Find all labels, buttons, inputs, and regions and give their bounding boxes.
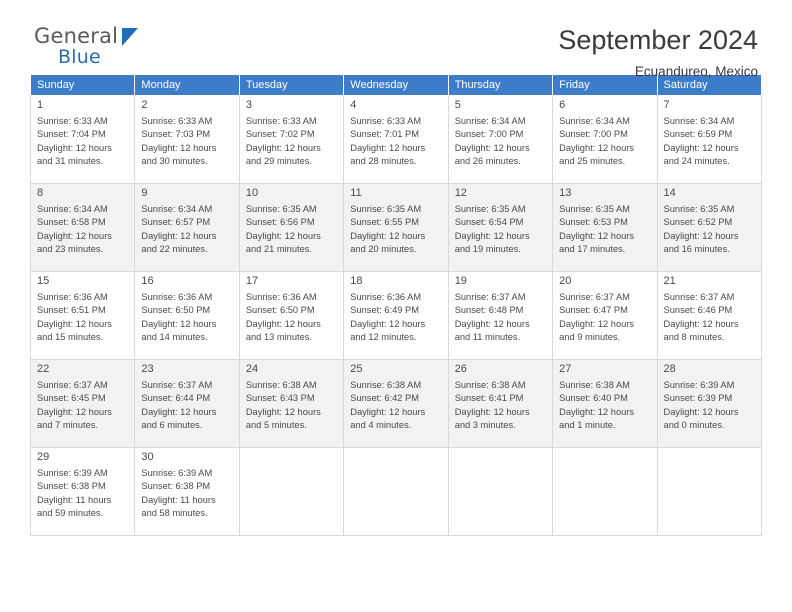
sunrise-text: Sunrise: 6:36 AM [141, 292, 213, 303]
day-info [246, 379, 338, 432]
sunrise-text: Sunrise: 6:33 AM [37, 116, 108, 127]
sunrise-text: Sunrise: 6:38 AM [559, 380, 630, 391]
day-info [141, 115, 233, 168]
day-cell[interactable] [135, 184, 239, 272]
day-info [455, 291, 547, 344]
day-number: 19 [454, 275, 467, 287]
daylight-text-line1: Daylight: 12 hours [141, 230, 217, 241]
day-cell[interactable] [448, 272, 552, 360]
day-info [664, 291, 756, 344]
daylight-text-line1: Daylight: 12 hours [559, 318, 635, 329]
sunrise-text: Sunrise: 6:33 AM [245, 116, 317, 127]
daylight-text-line1: Daylight: 12 hours [454, 406, 530, 417]
logo-general-text: General [34, 24, 119, 48]
day-number: 10 [245, 187, 259, 199]
daylight-text-line1: Daylight: 12 hours [37, 142, 112, 153]
sunset-text: Sunset: 6:38 PM [37, 481, 106, 492]
day-info [664, 379, 756, 432]
sunset-text: Sunset: 6:47 PM [559, 305, 628, 316]
day-cell[interactable] [448, 360, 552, 448]
day-cell[interactable] [553, 184, 657, 272]
day-number: 30 [141, 451, 154, 463]
sunrise-text: Sunrise: 6:39 AM [141, 468, 213, 479]
day-number: 15 [37, 275, 50, 287]
day-info [37, 115, 129, 168]
day-cell[interactable] [657, 360, 761, 448]
day-info [350, 291, 442, 344]
sunrise-text: Sunrise: 6:34 AM [559, 116, 630, 127]
day-number: 13 [559, 187, 572, 199]
daylight-text-line1: Daylight: 12 hours [245, 142, 321, 153]
sunrise-text: Sunrise: 6:35 AM [663, 204, 735, 215]
day-number: 29 [37, 451, 50, 463]
sunset-text: Sunset: 6:41 PM [454, 393, 524, 404]
day-cell[interactable] [31, 184, 135, 272]
day-number: 12 [454, 187, 467, 199]
day-cell[interactable] [135, 360, 239, 448]
sunrise-text: Sunrise: 6:37 AM [37, 380, 108, 391]
sunset-text: Sunset: 6:52 PM [663, 217, 733, 228]
calendar-week-row [31, 272, 762, 360]
daylight-text-line1: Daylight: 12 hours [454, 230, 530, 241]
day-info [559, 291, 651, 344]
sunset-text: Sunset: 6:50 PM [141, 305, 211, 316]
logo-blue-text: Blue [58, 46, 101, 68]
sunrise-text: Sunrise: 6:33 AM [141, 116, 213, 127]
daylight-text-line2: and 29 minutes. [245, 155, 312, 166]
day-cell[interactable] [553, 272, 657, 360]
day-number: 6 [559, 99, 566, 111]
sunset-text: Sunset: 7:02 PM [245, 129, 315, 140]
day-cell[interactable] [239, 360, 343, 448]
day-number: 26 [454, 363, 467, 375]
sunset-text: Sunset: 6:57 PM [141, 217, 211, 228]
sunrise-text: Sunrise: 6:39 AM [663, 380, 735, 391]
daylight-text-line2: and 11 minutes. [454, 331, 521, 342]
daylight-text-line1: Daylight: 11 hours [141, 494, 216, 505]
daylight-text-line1: Daylight: 12 hours [663, 142, 739, 153]
weekday-header-thursday: Thursday [448, 75, 552, 96]
day-number: 1 [37, 99, 44, 111]
day-cell-empty [239, 448, 343, 536]
sunset-text: Sunset: 7:00 PM [454, 129, 524, 140]
weekday-header-friday: Friday [553, 75, 657, 96]
sunrise-text: Sunrise: 6:34 AM [454, 116, 526, 127]
day-cell[interactable] [553, 360, 657, 448]
day-cell[interactable] [239, 272, 343, 360]
daylight-text-line2: and 59 minutes. [37, 507, 104, 518]
sunrise-text: Sunrise: 6:34 AM [663, 116, 735, 127]
day-cell[interactable] [31, 96, 135, 184]
daylight-text-line2: and 16 minutes. [663, 243, 730, 254]
daylight-text-line2: and 9 minutes. [559, 331, 621, 342]
day-cell[interactable] [344, 184, 448, 272]
sunrise-text: Sunrise: 6:34 AM [37, 204, 108, 215]
daylight-text-line1: Daylight: 12 hours [559, 406, 635, 417]
day-cell[interactable] [135, 272, 239, 360]
day-info [455, 203, 547, 256]
daylight-text-line2: and 13 minutes. [245, 331, 312, 342]
daylight-text-line1: Daylight: 12 hours [559, 230, 635, 241]
sunset-text: Sunset: 7:01 PM [350, 129, 419, 140]
calendar-week-row [31, 96, 762, 184]
day-cell[interactable] [344, 272, 448, 360]
sunset-text: Sunset: 6:38 PM [141, 481, 211, 492]
day-info [141, 203, 233, 256]
day-info [246, 203, 338, 256]
day-cell[interactable] [344, 96, 448, 184]
sunrise-text: Sunrise: 6:37 AM [454, 292, 526, 303]
page-header [30, 0, 762, 79]
daylight-text-line2: and 19 minutes. [454, 243, 521, 254]
daylight-text-line2: and 0 minutes. [663, 419, 725, 430]
sunset-text: Sunset: 7:04 PM [37, 129, 106, 140]
day-cell-empty [553, 448, 657, 536]
day-info [559, 203, 651, 256]
day-number: 24 [245, 363, 259, 375]
calendar-week-row [31, 360, 762, 448]
daylight-text-line1: Daylight: 12 hours [559, 142, 635, 153]
daylight-text-line2: and 30 minutes. [141, 155, 208, 166]
day-cell[interactable] [657, 96, 761, 184]
sunset-text: Sunset: 6:45 PM [37, 393, 106, 404]
day-cell[interactable] [448, 184, 552, 272]
sunset-text: Sunset: 6:54 PM [454, 217, 524, 228]
day-number: 16 [141, 275, 154, 287]
sunset-text: Sunset: 6:42 PM [350, 393, 419, 404]
day-number: 25 [350, 363, 363, 375]
sunrise-text: Sunrise: 6:37 AM [663, 292, 735, 303]
sunset-text: Sunset: 6:51 PM [37, 305, 106, 316]
daylight-text-line2: and 15 minutes. [37, 331, 104, 342]
day-info [246, 115, 338, 168]
daylight-text-line1: Daylight: 12 hours [37, 406, 112, 417]
day-info [664, 115, 756, 168]
title-block [558, 26, 762, 80]
daylight-text-line2: and 58 minutes. [141, 507, 208, 518]
sunset-text: Sunset: 6:46 PM [663, 305, 733, 316]
day-info [350, 203, 442, 256]
sunrise-text: Sunrise: 6:37 AM [559, 292, 630, 303]
sunrise-text: Sunrise: 6:34 AM [141, 204, 213, 215]
daylight-text-line1: Daylight: 12 hours [37, 230, 112, 241]
sunrise-text: Sunrise: 6:36 AM [245, 292, 317, 303]
calendar-week-row [31, 448, 762, 536]
day-info [664, 203, 756, 256]
day-number: 2 [141, 99, 148, 111]
daylight-text-line2: and 21 minutes. [245, 243, 312, 254]
sunset-text: Sunset: 6:48 PM [454, 305, 524, 316]
day-info [37, 379, 129, 432]
day-number: 3 [245, 99, 252, 111]
day-info [37, 467, 129, 520]
day-cell[interactable] [135, 448, 239, 536]
daylight-text-line1: Daylight: 12 hours [245, 406, 321, 417]
day-cell-empty [657, 448, 761, 536]
day-cell[interactable] [31, 360, 135, 448]
daylight-text-line1: Daylight: 12 hours [663, 230, 739, 241]
day-number: 21 [663, 275, 676, 287]
sunset-text: Sunset: 6:59 PM [663, 129, 733, 140]
daylight-text-line2: and 17 minutes. [559, 243, 626, 254]
daylight-text-line1: Daylight: 12 hours [663, 318, 739, 329]
daylight-text-line1: Daylight: 12 hours [245, 318, 321, 329]
day-number: 5 [454, 99, 461, 111]
day-cell[interactable] [239, 96, 343, 184]
daylight-text-line1: Daylight: 11 hours [37, 494, 112, 505]
sunset-text: Sunset: 6:53 PM [559, 217, 628, 228]
page-title: September 2024 [558, 25, 758, 55]
daylight-text-line2: and 24 minutes. [663, 155, 730, 166]
sunrise-text: Sunrise: 6:36 AM [350, 292, 422, 303]
sunset-text: Sunset: 6:39 PM [663, 393, 733, 404]
daylight-text-line2: and 14 minutes. [141, 331, 208, 342]
daylight-text-line1: Daylight: 12 hours [350, 318, 426, 329]
daylight-text-line1: Daylight: 12 hours [245, 230, 321, 241]
daylight-text-line2: and 20 minutes. [350, 243, 417, 254]
calendar-table [30, 74, 762, 536]
sunset-text: Sunset: 6:50 PM [245, 305, 315, 316]
day-cell-empty [448, 448, 552, 536]
day-info [246, 291, 338, 344]
sunset-text: Sunset: 6:43 PM [245, 393, 315, 404]
weekday-header-saturday: Saturday [657, 75, 761, 96]
day-info [559, 115, 651, 168]
daylight-text-line2: and 28 minutes. [350, 155, 417, 166]
day-info [350, 379, 442, 432]
day-cell[interactable] [31, 448, 135, 536]
daylight-text-line2: and 22 minutes. [141, 243, 208, 254]
day-info [141, 379, 233, 432]
daylight-text-line1: Daylight: 12 hours [141, 142, 217, 153]
sunset-text: Sunset: 7:03 PM [141, 129, 211, 140]
daylight-text-line2: and 4 minutes. [350, 419, 412, 430]
daylight-text-line1: Daylight: 12 hours [454, 142, 530, 153]
page-subtitle: Ecuandureo, Mexico [634, 63, 758, 79]
day-number: 11 [350, 187, 362, 199]
daylight-text-line2: and 6 minutes. [141, 419, 203, 430]
day-number: 9 [141, 187, 148, 199]
day-cell[interactable] [135, 96, 239, 184]
day-number: 8 [37, 187, 44, 199]
sunrise-text: Sunrise: 6:33 AM [350, 116, 422, 127]
sunset-text: Sunset: 6:55 PM [350, 217, 419, 228]
day-info [350, 115, 442, 168]
weekday-header-tuesday: Tuesday [239, 75, 343, 96]
day-cell[interactable] [239, 184, 343, 272]
sunset-text: Sunset: 6:40 PM [559, 393, 628, 404]
day-cell[interactable] [657, 184, 761, 272]
day-cell[interactable] [448, 96, 552, 184]
daylight-text-line1: Daylight: 12 hours [37, 318, 112, 329]
daylight-text-line1: Daylight: 12 hours [141, 406, 217, 417]
day-number: 14 [663, 187, 676, 199]
daylight-text-line2: and 7 minutes. [37, 419, 98, 430]
sunset-text: Sunset: 6:44 PM [141, 393, 211, 404]
sunset-text: Sunset: 6:49 PM [350, 305, 419, 316]
daylight-text-line1: Daylight: 12 hours [141, 318, 217, 329]
day-info [141, 291, 233, 344]
sunset-text: Sunset: 6:58 PM [37, 217, 106, 228]
sunrise-text: Sunrise: 6:39 AM [37, 468, 108, 479]
day-number: 22 [37, 363, 50, 375]
day-number: 7 [663, 99, 670, 111]
daylight-text-line2: and 12 minutes. [350, 331, 417, 342]
daylight-text-line1: Daylight: 12 hours [350, 406, 426, 417]
daylight-text-line1: Daylight: 12 hours [350, 142, 426, 153]
sunrise-text: Sunrise: 6:36 AM [37, 292, 108, 303]
sunrise-text: Sunrise: 6:37 AM [141, 380, 213, 391]
day-cell[interactable] [657, 272, 761, 360]
daylight-text-line2: and 26 minutes. [454, 155, 521, 166]
calendar-week-row [31, 184, 762, 272]
day-info [37, 291, 129, 344]
daylight-text-line2: and 1 minute. [559, 419, 616, 430]
day-number: 20 [559, 275, 572, 287]
day-number: 17 [245, 275, 259, 287]
day-number: 4 [350, 99, 357, 111]
weekday-header-monday: Monday [135, 75, 239, 96]
daylight-text-line2: and 5 minutes. [245, 419, 307, 430]
daylight-text-line2: and 25 minutes. [559, 155, 626, 166]
day-number: 28 [663, 363, 676, 375]
day-info [455, 115, 547, 168]
daylight-text-line1: Daylight: 12 hours [454, 318, 530, 329]
day-info [37, 203, 129, 256]
daylight-text-line1: Daylight: 12 hours [350, 230, 426, 241]
daylight-text-line2: and 31 minutes. [37, 155, 104, 166]
sunrise-text: Sunrise: 6:35 AM [245, 204, 317, 215]
sunrise-text: Sunrise: 6:38 AM [350, 380, 422, 391]
day-cell[interactable] [553, 96, 657, 184]
day-number: 27 [559, 363, 572, 375]
daylight-text-line2: and 3 minutes. [454, 419, 516, 430]
sunrise-text: Sunrise: 6:35 AM [350, 204, 422, 215]
day-info [141, 467, 233, 520]
weekday-header-sunday: Sunday [31, 75, 135, 96]
day-number: 23 [141, 363, 154, 375]
flag-icon [122, 28, 138, 46]
logo[interactable] [30, 26, 164, 67]
day-info [559, 379, 651, 432]
day-cell[interactable] [344, 360, 448, 448]
sunrise-text: Sunrise: 6:35 AM [559, 204, 630, 215]
day-info [455, 379, 547, 432]
daylight-text-line2: and 8 minutes. [663, 331, 725, 342]
sunrise-text: Sunrise: 6:38 AM [245, 380, 317, 391]
day-cell-empty [344, 448, 448, 536]
weekday-header-wednesday: Wednesday [344, 75, 448, 96]
daylight-text-line1: Daylight: 12 hours [663, 406, 739, 417]
sunset-text: Sunset: 6:56 PM [245, 217, 315, 228]
sunrise-text: Sunrise: 6:35 AM [454, 204, 526, 215]
day-number: 18 [350, 275, 363, 287]
daylight-text-line2: and 23 minutes. [37, 243, 104, 254]
sunrise-text: Sunrise: 6:38 AM [454, 380, 526, 391]
day-cell[interactable] [31, 272, 135, 360]
sunset-text: Sunset: 7:00 PM [559, 129, 628, 140]
